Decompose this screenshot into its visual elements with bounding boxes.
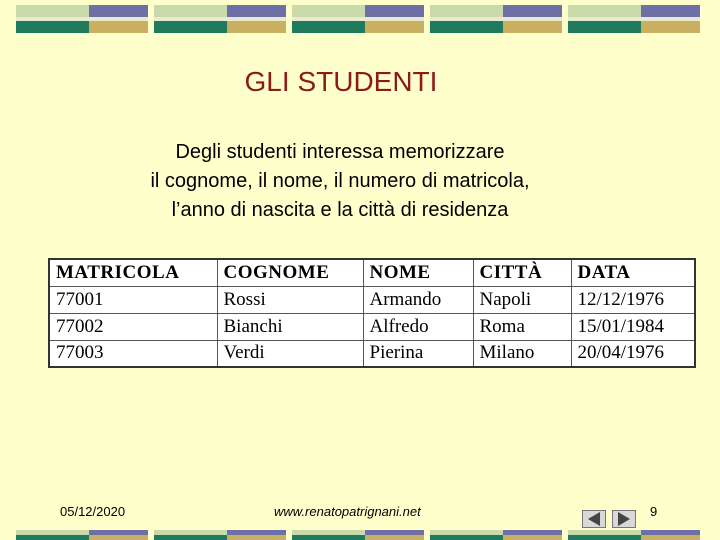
cell-matricola: 77003	[49, 340, 217, 367]
table-row	[49, 340, 695, 367]
cell-cognome: Verdi	[217, 340, 363, 367]
header-matricola: MATRICOLA	[49, 259, 217, 286]
cell-nome: Armando	[363, 286, 473, 313]
table-header-row	[49, 259, 695, 286]
band-block	[154, 530, 286, 540]
band-block	[154, 5, 286, 33]
next-slide-button[interactable]	[612, 510, 636, 528]
cell-citta: Milano	[473, 340, 571, 367]
header-cognome: COGNOME	[217, 259, 363, 286]
footer-date: 05/12/2020	[60, 504, 126, 519]
previous-slide-button[interactable]	[582, 510, 606, 528]
header-nome: NOME	[363, 259, 473, 286]
students-table	[48, 258, 696, 368]
cell-nome: Pierina	[363, 340, 473, 367]
band-block	[430, 530, 562, 540]
cell-citta: Roma	[473, 313, 571, 340]
header-data: DATA	[571, 259, 695, 286]
band-block	[430, 5, 562, 33]
intro-line: Degli studenti interessa memorizzare	[175, 141, 505, 163]
cell-citta: Napoli	[473, 286, 571, 313]
triangle-right-icon	[613, 511, 635, 527]
decorative-bottom-band	[0, 530, 720, 540]
triangle-left-icon	[583, 511, 605, 527]
intro-line: l’anno di nascita e la città di residenza	[171, 199, 509, 221]
slide-title: GLI STUDENTI	[244, 66, 438, 97]
cell-matricola: 77002	[49, 313, 217, 340]
page-number: 9	[650, 504, 658, 519]
cell-matricola: 77001	[49, 286, 217, 313]
decorative-top-band	[0, 5, 720, 33]
table-row	[49, 313, 695, 340]
cell-cognome: Rossi	[217, 286, 363, 313]
intro-line: il cognome, il nome, il numero di matricola,	[150, 170, 530, 192]
band-block	[292, 530, 424, 540]
table-row	[49, 286, 695, 313]
band-block	[568, 5, 700, 33]
intro-text	[60, 138, 620, 225]
cell-nome: Alfredo	[363, 313, 473, 340]
cell-data: 15/01/1984	[571, 313, 695, 340]
cell-cognome: Bianchi	[217, 313, 363, 340]
footer-url: www.renatopatrignani.net	[274, 504, 421, 519]
cell-data: 12/12/1976	[571, 286, 695, 313]
header-citta: CITTÀ	[473, 259, 571, 286]
band-block	[292, 5, 424, 33]
band-block	[568, 530, 700, 540]
band-block	[16, 5, 148, 33]
band-block	[16, 530, 148, 540]
cell-data: 20/04/1976	[571, 340, 695, 367]
